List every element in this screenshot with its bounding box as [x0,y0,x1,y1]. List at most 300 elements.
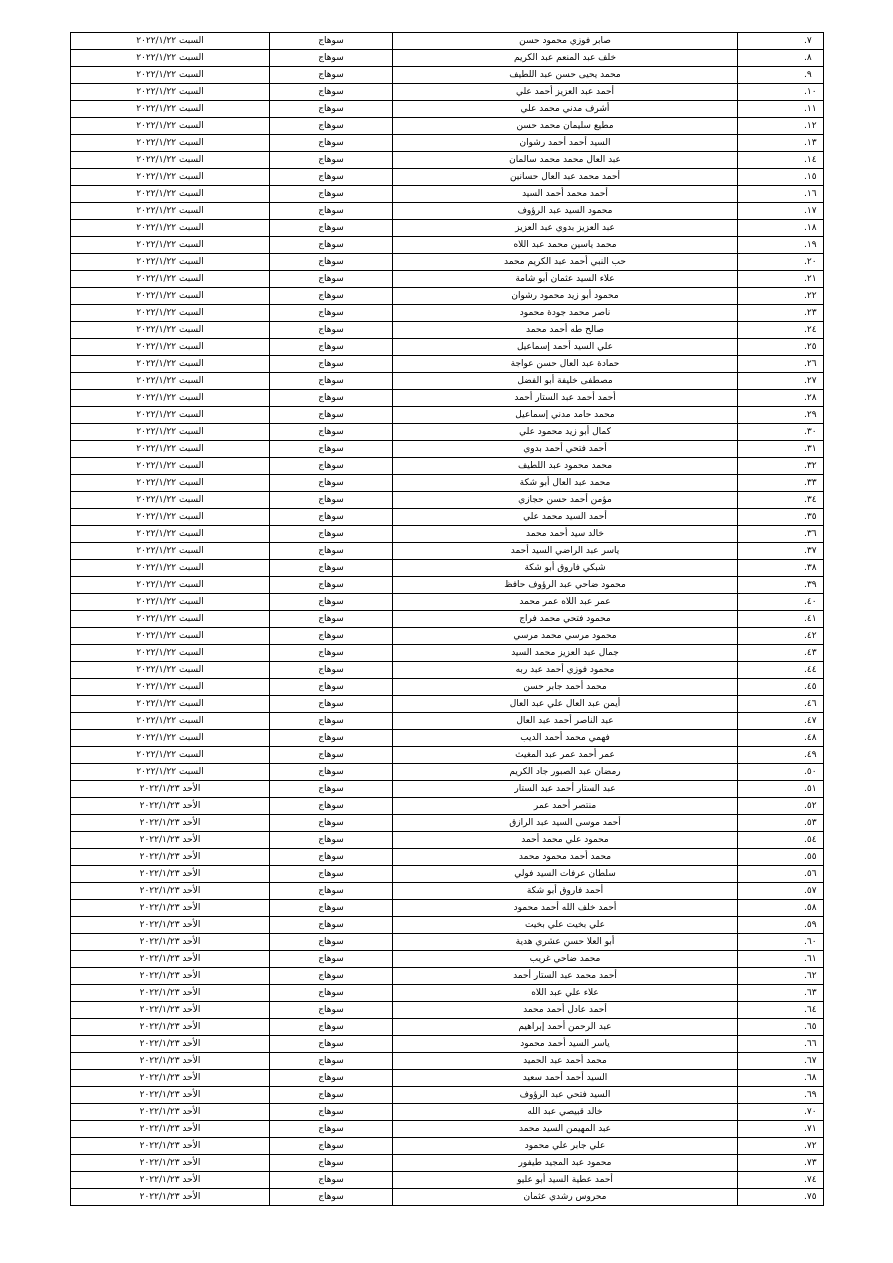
date-cell: السبت ٢٠٢٢/١/٢٢ [71,33,270,50]
governorate-cell: سوهاج [270,475,393,492]
name-cell: صابر فوزي محمود حسن [393,33,738,50]
row-number-cell: ٦٢. [738,968,824,985]
name-cell: سلطان عرفات السيد فولي [393,866,738,883]
date-cell: السبت ٢٠٢٢/١/٢٢ [71,441,270,458]
name-cell: أبو العلا حسن عشري هدية [393,934,738,951]
date-cell: الأحد ٢٠٢٢/١/٢٣ [71,1138,270,1155]
table-row [71,883,824,900]
governorate-cell: سوهاج [270,1172,393,1189]
row-number-cell: ٥٣. [738,815,824,832]
name-cell: أحمد محمد أحمد السيد [393,186,738,203]
date-cell: السبت ٢٠٢٢/١/٢٢ [71,50,270,67]
table-row [71,1002,824,1019]
table-row [71,781,824,798]
governorate-cell: سوهاج [270,577,393,594]
date-cell: السبت ٢٠٢٢/١/٢٢ [71,526,270,543]
name-cell: أيمن عبد العال علي عبد العال [393,696,738,713]
name-cell: أحمد عبد العزيز أحمد علي [393,84,738,101]
table-row [71,169,824,186]
date-cell: السبت ٢٠٢٢/١/٢٢ [71,118,270,135]
name-cell: محمود أبو زيد محمود رشوان [393,288,738,305]
table-row [71,951,824,968]
row-number-cell: ٥٨. [738,900,824,917]
date-cell: السبت ٢٠٢٢/١/٢٢ [71,271,270,288]
name-cell: رمضان عبد الصبور جاد الكريم [393,764,738,781]
row-number-cell: ٢٨. [738,390,824,407]
name-cell: محمد ضاحي غريب [393,951,738,968]
name-cell: ناصر محمد جودة محمود [393,305,738,322]
date-cell: السبت ٢٠٢٢/١/٢٢ [71,492,270,509]
row-number-cell: ٢٧. [738,373,824,390]
row-number-cell: ٣٥. [738,509,824,526]
row-number-cell: ١٢. [738,118,824,135]
name-cell: محمود فتحي محمد فراج [393,611,738,628]
date-cell: الأحد ٢٠٢٢/١/٢٣ [71,968,270,985]
table-row [71,628,824,645]
row-number-cell: ٦٣. [738,985,824,1002]
name-cell: جمال عبد العزيز محمد السيد [393,645,738,662]
governorate-cell: سوهاج [270,696,393,713]
row-number-cell: ٤٦. [738,696,824,713]
table-row [71,84,824,101]
table-row [71,441,824,458]
date-cell: الأحد ٢٠٢٢/١/٢٣ [71,1070,270,1087]
table-row [71,900,824,917]
date-cell: السبت ٢٠٢٢/١/٢٢ [71,628,270,645]
governorate-cell: سوهاج [270,458,393,475]
table-row [71,764,824,781]
row-number-cell: ٦٩. [738,1087,824,1104]
row-number-cell: ٢٦. [738,356,824,373]
name-cell: مطيع سليمان محمد حسن [393,118,738,135]
row-number-cell: ٢٥. [738,339,824,356]
governorate-cell: سوهاج [270,1104,393,1121]
date-cell: السبت ٢٠٢٢/١/٢٢ [71,237,270,254]
table-row [71,390,824,407]
table-row [71,866,824,883]
row-number-cell: ٨. [738,50,824,67]
table-row [71,730,824,747]
table-row [71,645,824,662]
row-number-cell: ٣٦. [738,526,824,543]
table-row [71,1053,824,1070]
row-number-cell: ٣٤. [738,492,824,509]
name-cell: محمد أحمد محمود محمد [393,849,738,866]
governorate-cell: سوهاج [270,118,393,135]
name-cell: أحمد السيد محمد علي [393,509,738,526]
name-cell: محمود ضاحي عبد الرؤوف حافظ [393,577,738,594]
name-cell: علاء السيد عثمان أبو شامة [393,271,738,288]
date-cell: السبت ٢٠٢٢/١/٢٢ [71,696,270,713]
row-number-cell: ٣٣. [738,475,824,492]
row-number-cell: ٢٣. [738,305,824,322]
name-cell: محمد يحيى حسن عبد اللطيف [393,67,738,84]
governorate-cell: سوهاج [270,883,393,900]
governorate-cell: سوهاج [270,798,393,815]
date-cell: السبت ٢٠٢٢/١/٢٢ [71,203,270,220]
table-row [71,118,824,135]
table-row [71,985,824,1002]
name-cell: أحمد موسى السيد عبد الرازق [393,815,738,832]
name-cell: فهمي محمد أحمد الديب [393,730,738,747]
governorate-cell: سوهاج [270,50,393,67]
date-cell: الأحد ٢٠٢٢/١/٢٣ [71,1087,270,1104]
name-cell: عبد الناصر أحمد عبد العال [393,713,738,730]
table-row [71,220,824,237]
date-cell: الأحد ٢٠٢٢/١/٢٣ [71,1104,270,1121]
date-cell: الأحد ٢٠٢٢/١/٢٣ [71,1053,270,1070]
table-row [71,1070,824,1087]
governorate-cell: سوهاج [270,356,393,373]
table-row [71,305,824,322]
governorate-cell: سوهاج [270,1019,393,1036]
name-cell: السيد فتحي عبد الرؤوف [393,1087,738,1104]
table-row [71,560,824,577]
table-row [71,934,824,951]
table-row [71,696,824,713]
table-row [71,254,824,271]
name-cell: علاء علي عبد اللاه [393,985,738,1002]
date-cell: السبت ٢٠٢٢/١/٢٢ [71,101,270,118]
name-cell: أحمد محمد عبد الستار أحمد [393,968,738,985]
name-cell: محمد أحمد عبد الحميد [393,1053,738,1070]
row-number-cell: ٧٢. [738,1138,824,1155]
governorate-cell: سوهاج [270,730,393,747]
governorate-cell: سوهاج [270,832,393,849]
governorate-cell: سوهاج [270,951,393,968]
governorate-cell: سوهاج [270,781,393,798]
table-row [71,152,824,169]
name-cell: محمود السيد عبد الرؤوف [393,203,738,220]
governorate-cell: سوهاج [270,917,393,934]
row-number-cell: ٤١. [738,611,824,628]
name-cell: محمود مرسي محمد مرسي [393,628,738,645]
governorate-cell: سوهاج [270,186,393,203]
name-cell: محمد حامد مدني إسماعيل [393,407,738,424]
name-cell: علي السيد أحمد إسماعيل [393,339,738,356]
row-number-cell: ١٨. [738,220,824,237]
date-cell: الأحد ٢٠٢٢/١/٢٣ [71,1172,270,1189]
table-row [71,356,824,373]
name-cell: أحمد عطية السيد أبو عليو [393,1172,738,1189]
name-cell: كمال أبو زيد محمود علي [393,424,738,441]
date-cell: السبت ٢٠٢٢/١/٢٢ [71,458,270,475]
table-body [71,33,824,1206]
date-cell: الأحد ٢٠٢٢/١/٢٣ [71,866,270,883]
governorate-cell: سوهاج [270,849,393,866]
table-row [71,322,824,339]
governorate-cell: سوهاج [270,237,393,254]
row-number-cell: ٣٠. [738,424,824,441]
governorate-cell: سوهاج [270,492,393,509]
date-cell: الأحد ٢٠٢٢/١/٢٣ [71,985,270,1002]
date-cell: السبت ٢٠٢٢/١/٢٢ [71,611,270,628]
governorate-cell: سوهاج [270,67,393,84]
date-cell: الأحد ٢٠٢٢/١/٢٣ [71,1036,270,1053]
governorate-cell: سوهاج [270,628,393,645]
row-number-cell: ٦٦. [738,1036,824,1053]
governorate-cell: سوهاج [270,985,393,1002]
table-row [71,1121,824,1138]
table-row [71,339,824,356]
governorate-cell: سوهاج [270,509,393,526]
table-row [71,33,824,50]
date-cell: الأحد ٢٠٢٢/١/٢٣ [71,951,270,968]
governorate-cell: سوهاج [270,662,393,679]
name-cell: عبد الستار أحمد عبد الستار [393,781,738,798]
date-cell: السبت ٢٠٢٢/١/٢٢ [71,747,270,764]
row-number-cell: ٧١. [738,1121,824,1138]
date-cell: الأحد ٢٠٢٢/١/٢٣ [71,934,270,951]
date-cell: السبت ٢٠٢٢/١/٢٢ [71,560,270,577]
name-cell: السيد أحمد أحمد سعيد [393,1070,738,1087]
governorate-cell: سوهاج [270,713,393,730]
governorate-cell: سوهاج [270,526,393,543]
row-number-cell: ٤٧. [738,713,824,730]
governorate-cell: سوهاج [270,271,393,288]
date-cell: الأحد ٢٠٢٢/١/٢٣ [71,1019,270,1036]
governorate-cell: سوهاج [270,1070,393,1087]
date-cell: الأحد ٢٠٢٢/١/٢٣ [71,900,270,917]
row-number-cell: ١٣. [738,135,824,152]
date-cell: السبت ٢٠٢٢/١/٢٢ [71,543,270,560]
governorate-cell: سوهاج [270,152,393,169]
row-number-cell: ٥٢. [738,798,824,815]
date-cell: السبت ٢٠٢٢/١/٢٢ [71,645,270,662]
table-row [71,1036,824,1053]
governorate-cell: سوهاج [270,764,393,781]
date-cell: السبت ٢٠٢٢/١/٢٢ [71,220,270,237]
governorate-cell: سوهاج [270,305,393,322]
name-cell: محروس رشدي عثمان [393,1189,738,1206]
governorate-cell: سوهاج [270,169,393,186]
date-cell: الأحد ٢٠٢٢/١/٢٣ [71,832,270,849]
row-number-cell: ٥٠. [738,764,824,781]
name-cell: محمد ياسين محمد عبد اللاه [393,237,738,254]
table-row [71,917,824,934]
date-cell: السبت ٢٠٢٢/١/٢٢ [71,475,270,492]
table-row [71,543,824,560]
row-number-cell: ٧٠. [738,1104,824,1121]
governorate-cell: سوهاج [270,407,393,424]
row-number-cell: ٥٤. [738,832,824,849]
row-number-cell: ٧. [738,33,824,50]
table-row [71,288,824,305]
governorate-cell: سوهاج [270,101,393,118]
date-cell: السبت ٢٠٢٢/١/٢٢ [71,152,270,169]
row-number-cell: ٤٤. [738,662,824,679]
table-row [71,475,824,492]
name-cell: عبد المهيمن السيد محمد [393,1121,738,1138]
governorate-cell: سوهاج [270,543,393,560]
row-number-cell: ٥٧. [738,883,824,900]
governorate-cell: سوهاج [270,424,393,441]
table-row [71,1019,824,1036]
date-cell: السبت ٢٠٢٢/١/٢٢ [71,356,270,373]
governorate-cell: سوهاج [270,84,393,101]
name-cell: عمر أحمد عمر عبد المغيث [393,747,738,764]
row-number-cell: ٧٤. [738,1172,824,1189]
name-cell: مصطفى خليفة أبو الفضل [393,373,738,390]
governorate-cell: سوهاج [270,390,393,407]
name-cell: أحمد محمد عبد العال حسانين [393,169,738,186]
row-number-cell: ١٩. [738,237,824,254]
governorate-cell: سوهاج [270,815,393,832]
name-cell: خالد قبيصي عبد الله [393,1104,738,1121]
table-row [71,271,824,288]
name-cell: مؤمن أحمد حسن حجازي [393,492,738,509]
row-number-cell: ٢٩. [738,407,824,424]
governorate-cell: سوهاج [270,968,393,985]
table-row [71,407,824,424]
row-number-cell: ٣٧. [738,543,824,560]
row-number-cell: ٤٣. [738,645,824,662]
row-number-cell: ٤٠. [738,594,824,611]
governorate-cell: سوهاج [270,679,393,696]
date-cell: السبت ٢٠٢٢/١/٢٢ [71,339,270,356]
table-row [71,203,824,220]
name-cell: خلف عبد المنعم عبد الكريم [393,50,738,67]
date-cell: الأحد ٢٠٢٢/١/٢٣ [71,1189,270,1206]
table-row [71,679,824,696]
table-row [71,815,824,832]
row-number-cell: ٥٦. [738,866,824,883]
table-row [71,509,824,526]
date-cell: السبت ٢٠٢٢/١/٢٢ [71,84,270,101]
table-row [71,747,824,764]
governorate-cell: سوهاج [270,373,393,390]
governorate-cell: سوهاج [270,1189,393,1206]
date-cell: السبت ٢٠٢٢/١/٢٢ [71,288,270,305]
date-cell: السبت ٢٠٢٢/١/٢٢ [71,730,270,747]
governorate-cell: سوهاج [270,1138,393,1155]
name-cell: أحمد خلف الله أحمد محمود [393,900,738,917]
governorate-cell: سوهاج [270,254,393,271]
governorate-cell: سوهاج [270,1053,393,1070]
name-cell: محمد أحمد جابر حسن [393,679,738,696]
date-cell: السبت ٢٠٢٢/١/٢٢ [71,577,270,594]
name-cell: أحمد عادل أحمد محمد [393,1002,738,1019]
date-cell: السبت ٢٠٢٢/١/٢٢ [71,169,270,186]
row-number-cell: ٦٥. [738,1019,824,1036]
row-number-cell: ١١. [738,101,824,118]
name-cell: عبد العال محمد محمد سالمان [393,152,738,169]
table-row [71,1087,824,1104]
row-number-cell: ٣٩. [738,577,824,594]
table-row [71,135,824,152]
governorate-cell: سوهاج [270,1087,393,1104]
date-cell: الأحد ٢٠٢٢/١/٢٣ [71,798,270,815]
table-row [71,611,824,628]
governorate-cell: سوهاج [270,560,393,577]
date-cell: السبت ٢٠٢٢/١/٢٢ [71,373,270,390]
table-row [71,67,824,84]
governorate-cell: سوهاج [270,288,393,305]
table-row [71,101,824,118]
date-cell: السبت ٢٠٢٢/١/٢٢ [71,679,270,696]
governorate-cell: سوهاج [270,203,393,220]
name-cell: منتصر أحمد عمر [393,798,738,815]
row-number-cell: ٣٢. [738,458,824,475]
date-cell: السبت ٢٠٢٢/١/٢٢ [71,764,270,781]
row-number-cell: ٦٤. [738,1002,824,1019]
table-row [71,492,824,509]
table-row [71,1189,824,1206]
governorate-cell: سوهاج [270,747,393,764]
name-cell: محمد عبد العال أبو شكة [393,475,738,492]
date-cell: السبت ٢٠٢٢/١/٢٢ [71,254,270,271]
table-row [71,1138,824,1155]
governorate-cell: سوهاج [270,645,393,662]
row-number-cell: ٦٨. [738,1070,824,1087]
governorate-cell: سوهاج [270,441,393,458]
row-number-cell: ٥٥. [738,849,824,866]
name-cell: أحمد فاروق أبو شكة [393,883,738,900]
row-number-cell: ٤٥. [738,679,824,696]
row-number-cell: ١٦. [738,186,824,203]
governorate-cell: سوهاج [270,1036,393,1053]
date-cell: السبت ٢٠٢٢/١/٢٢ [71,390,270,407]
name-cell: علي بخيت علي بخيت [393,917,738,934]
table-row [71,50,824,67]
row-number-cell: ٦٠. [738,934,824,951]
name-cell: محمود علي محمد أحمد [393,832,738,849]
governorate-cell: سوهاج [270,220,393,237]
date-cell: الأحد ٢٠٢٢/١/٢٣ [71,917,270,934]
date-cell: الأحد ٢٠٢٢/١/٢٣ [71,815,270,832]
row-number-cell: ٤٩. [738,747,824,764]
table-row [71,968,824,985]
governorate-cell: سوهاج [270,934,393,951]
governorate-cell: سوهاج [270,135,393,152]
governorate-cell: سوهاج [270,866,393,883]
row-number-cell: ٤٢. [738,628,824,645]
governorate-cell: سوهاج [270,1155,393,1172]
table-row [71,662,824,679]
governorate-cell: سوهاج [270,33,393,50]
table-row [71,526,824,543]
date-cell: السبت ٢٠٢٢/١/٢٢ [71,186,270,203]
date-cell: السبت ٢٠٢٢/١/٢٢ [71,135,270,152]
name-cell: عبد الرحمن أحمد إبراهيم [393,1019,738,1036]
row-number-cell: ٢٢. [738,288,824,305]
table-row [71,1172,824,1189]
governorate-cell: سوهاج [270,1121,393,1138]
table-row [71,237,824,254]
date-cell: الأحد ٢٠٢٢/١/٢٣ [71,883,270,900]
name-cell: شبكي فاروق أبو شكة [393,560,738,577]
table-row [71,577,824,594]
table-row [71,832,824,849]
date-cell: السبت ٢٠٢٢/١/٢٢ [71,713,270,730]
date-cell: الأحد ٢٠٢٢/١/٢٣ [71,1121,270,1138]
row-number-cell: ١٠. [738,84,824,101]
table-row [71,594,824,611]
name-cell: حب النبي أحمد عبد الكريم محمد [393,254,738,271]
row-number-cell: ٦١. [738,951,824,968]
row-number-cell: ٧٥. [738,1189,824,1206]
name-cell: محمود فوزي أحمد عبد ربه [393,662,738,679]
name-cell: حمادة عبد العال حسن عواجة [393,356,738,373]
table-row [71,186,824,203]
name-cell: ياسر السيد أحمد محمود [393,1036,738,1053]
date-cell: السبت ٢٠٢٢/١/٢٢ [71,67,270,84]
governorate-cell: سوهاج [270,594,393,611]
table-row [71,1155,824,1172]
row-number-cell: ٩. [738,67,824,84]
row-number-cell: ٢٤. [738,322,824,339]
governorate-cell: سوهاج [270,322,393,339]
